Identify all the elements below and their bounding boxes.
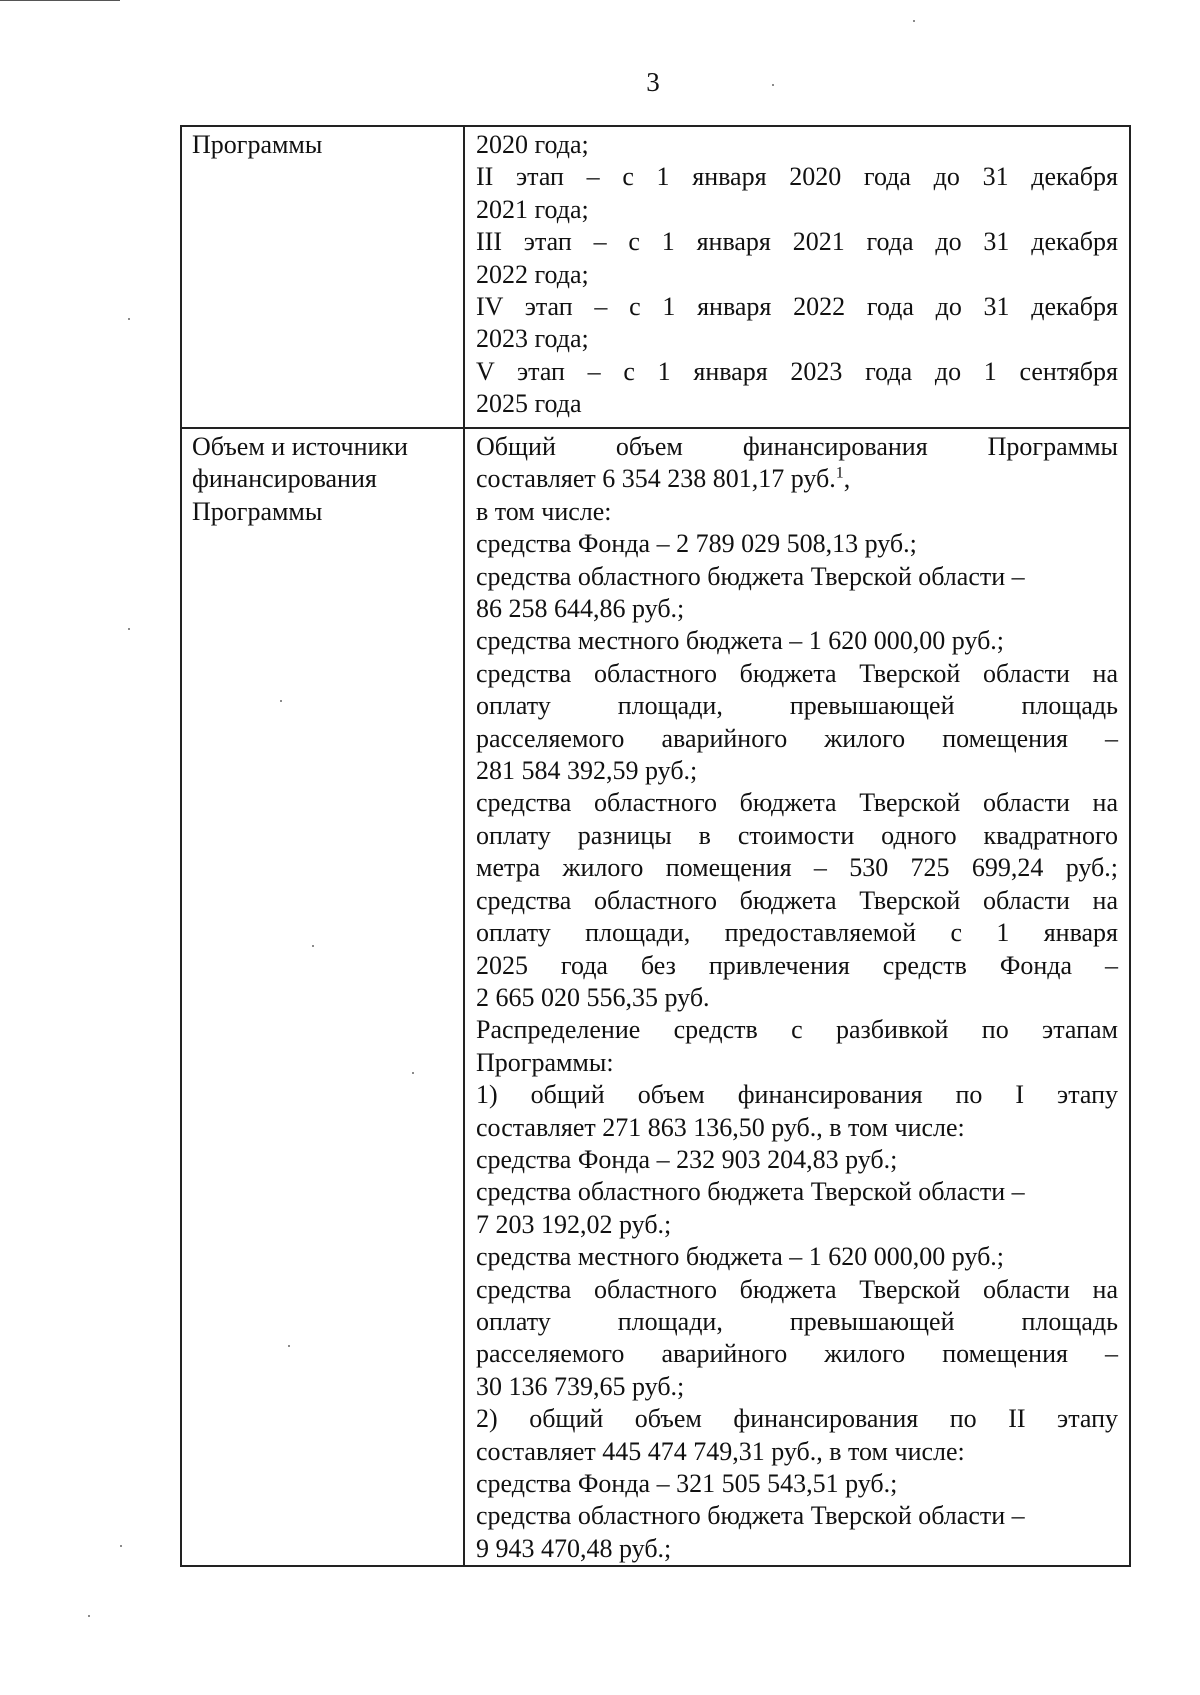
text-line: оплату площади, предоставляемой с 1 января xyxy=(476,918,1118,948)
text-line: 2022 года; xyxy=(476,259,589,289)
text-line: средства Фонда – 321 505 543,51 руб.; xyxy=(476,1469,898,1498)
text-line: 86 258 644,86 руб.; xyxy=(476,594,685,624)
text-line: средства областного бюджета Тверской области на xyxy=(476,658,1118,688)
scan-edge-line xyxy=(0,0,120,1)
row-label-line: Объем и источники xyxy=(192,432,408,461)
text-line: средства областного бюджета Тверской области на xyxy=(476,1274,1118,1304)
text-line: 2) общий объем финансирования по II этапу xyxy=(476,1404,1118,1434)
text-line: 30 136 739,65 руб.; xyxy=(476,1371,685,1401)
text-line: средства областного бюджета Тверской области – xyxy=(476,561,1025,591)
text-line: средства областного бюджета Тверской области – xyxy=(476,1501,1025,1531)
text-line: 2 665 020 556,35 руб. xyxy=(476,982,710,1012)
scan-speck xyxy=(128,628,130,630)
text-line: средства Фонда – 232 903 204,83 руб.; xyxy=(476,1144,898,1174)
text-line: средства местного бюджета – 1 620 000,00 руб.; xyxy=(476,1242,1005,1272)
scan-speck xyxy=(120,1545,122,1547)
text-line: II этап – с 1 января 2020 года до 31 декабря xyxy=(476,162,1118,192)
text-line: в том числе: xyxy=(476,496,612,526)
total-amount-line xyxy=(476,463,1118,495)
text-line: составляет 445 474 749,31 руб., в том числе: xyxy=(476,1436,965,1466)
text-line: 1) общий объем финансирования по I этапу xyxy=(476,1080,1118,1110)
text-line: 2020 года; xyxy=(476,130,589,159)
footnote-marker: 1 xyxy=(835,464,844,482)
row-label: Программы xyxy=(192,130,323,159)
text-line: оплату разницы в стоимости одного квадратного xyxy=(476,820,1118,850)
text-line: Общий объем финансирования Программы xyxy=(476,432,1118,461)
text-line: расселяемого аварийного жилого помещения – xyxy=(476,1339,1118,1369)
text-line: V этап – с 1 января 2023 года до 1 сентября xyxy=(476,356,1118,386)
table-row-funding xyxy=(181,428,1130,1566)
text-line: 2023 года; xyxy=(476,324,589,354)
text-line: составляет 271 863 136,50 руб., в том числе: xyxy=(476,1112,965,1142)
text-line: оплату площади, превышающей площадь xyxy=(476,691,1118,721)
text-line: III этап – с 1 января 2021 года до 31 декабря xyxy=(476,227,1118,257)
passport-table xyxy=(180,125,1131,1567)
text-line: 9 943 470,48 руб.; xyxy=(476,1533,672,1563)
row-value-cell xyxy=(464,126,1130,428)
scan-speck xyxy=(913,20,915,22)
text-line: расселяемого аварийного жилого помещения – xyxy=(476,723,1118,753)
text-line: Распределение средств с разбивкой по этапам xyxy=(476,1015,1118,1045)
text-line: средства областного бюджета Тверской области – xyxy=(476,1177,1025,1207)
row-label-cell xyxy=(181,428,464,1566)
text-line: 2025 года xyxy=(476,389,582,419)
text-line: средства местного бюджета – 1 620 000,00 руб.; xyxy=(476,626,1005,656)
row-value-cell xyxy=(464,428,1130,1566)
text-line: Программы: xyxy=(476,1047,614,1077)
page-number: 3 xyxy=(646,67,660,97)
text-line: средства Фонда – 2 789 029 508,13 руб.; xyxy=(476,529,917,559)
text-line: средства областного бюджета Тверской области на xyxy=(476,885,1118,915)
text-line: 281 584 392,59 руб.; xyxy=(476,756,698,786)
row-label-line: финансирования xyxy=(192,464,377,494)
text-line: 2021 года; xyxy=(476,194,589,224)
total-amount-suffix: , xyxy=(843,464,851,494)
text-line: оплату площади, превышающей площадь xyxy=(476,1306,1118,1336)
scan-speck xyxy=(88,1615,90,1617)
text-line: метра жилого помещения – 530 725 699,24 руб.; xyxy=(476,853,1118,883)
text-line: 7 203 192,02 руб.; xyxy=(476,1209,672,1239)
scan-speck xyxy=(128,318,130,320)
text-line: средства областного бюджета Тверской области на xyxy=(476,788,1118,818)
text-line: 2025 года без привлечения средств Фонда – xyxy=(476,950,1118,980)
total-amount-text: составляет 6 354 238 801,17 руб. xyxy=(476,464,836,494)
row-label-cell xyxy=(181,126,464,428)
text-line: IV этап – с 1 января 2022 года до 31 декабря xyxy=(476,292,1118,322)
table-row-stages xyxy=(181,126,1130,428)
row-label-line: Программы xyxy=(192,496,323,526)
